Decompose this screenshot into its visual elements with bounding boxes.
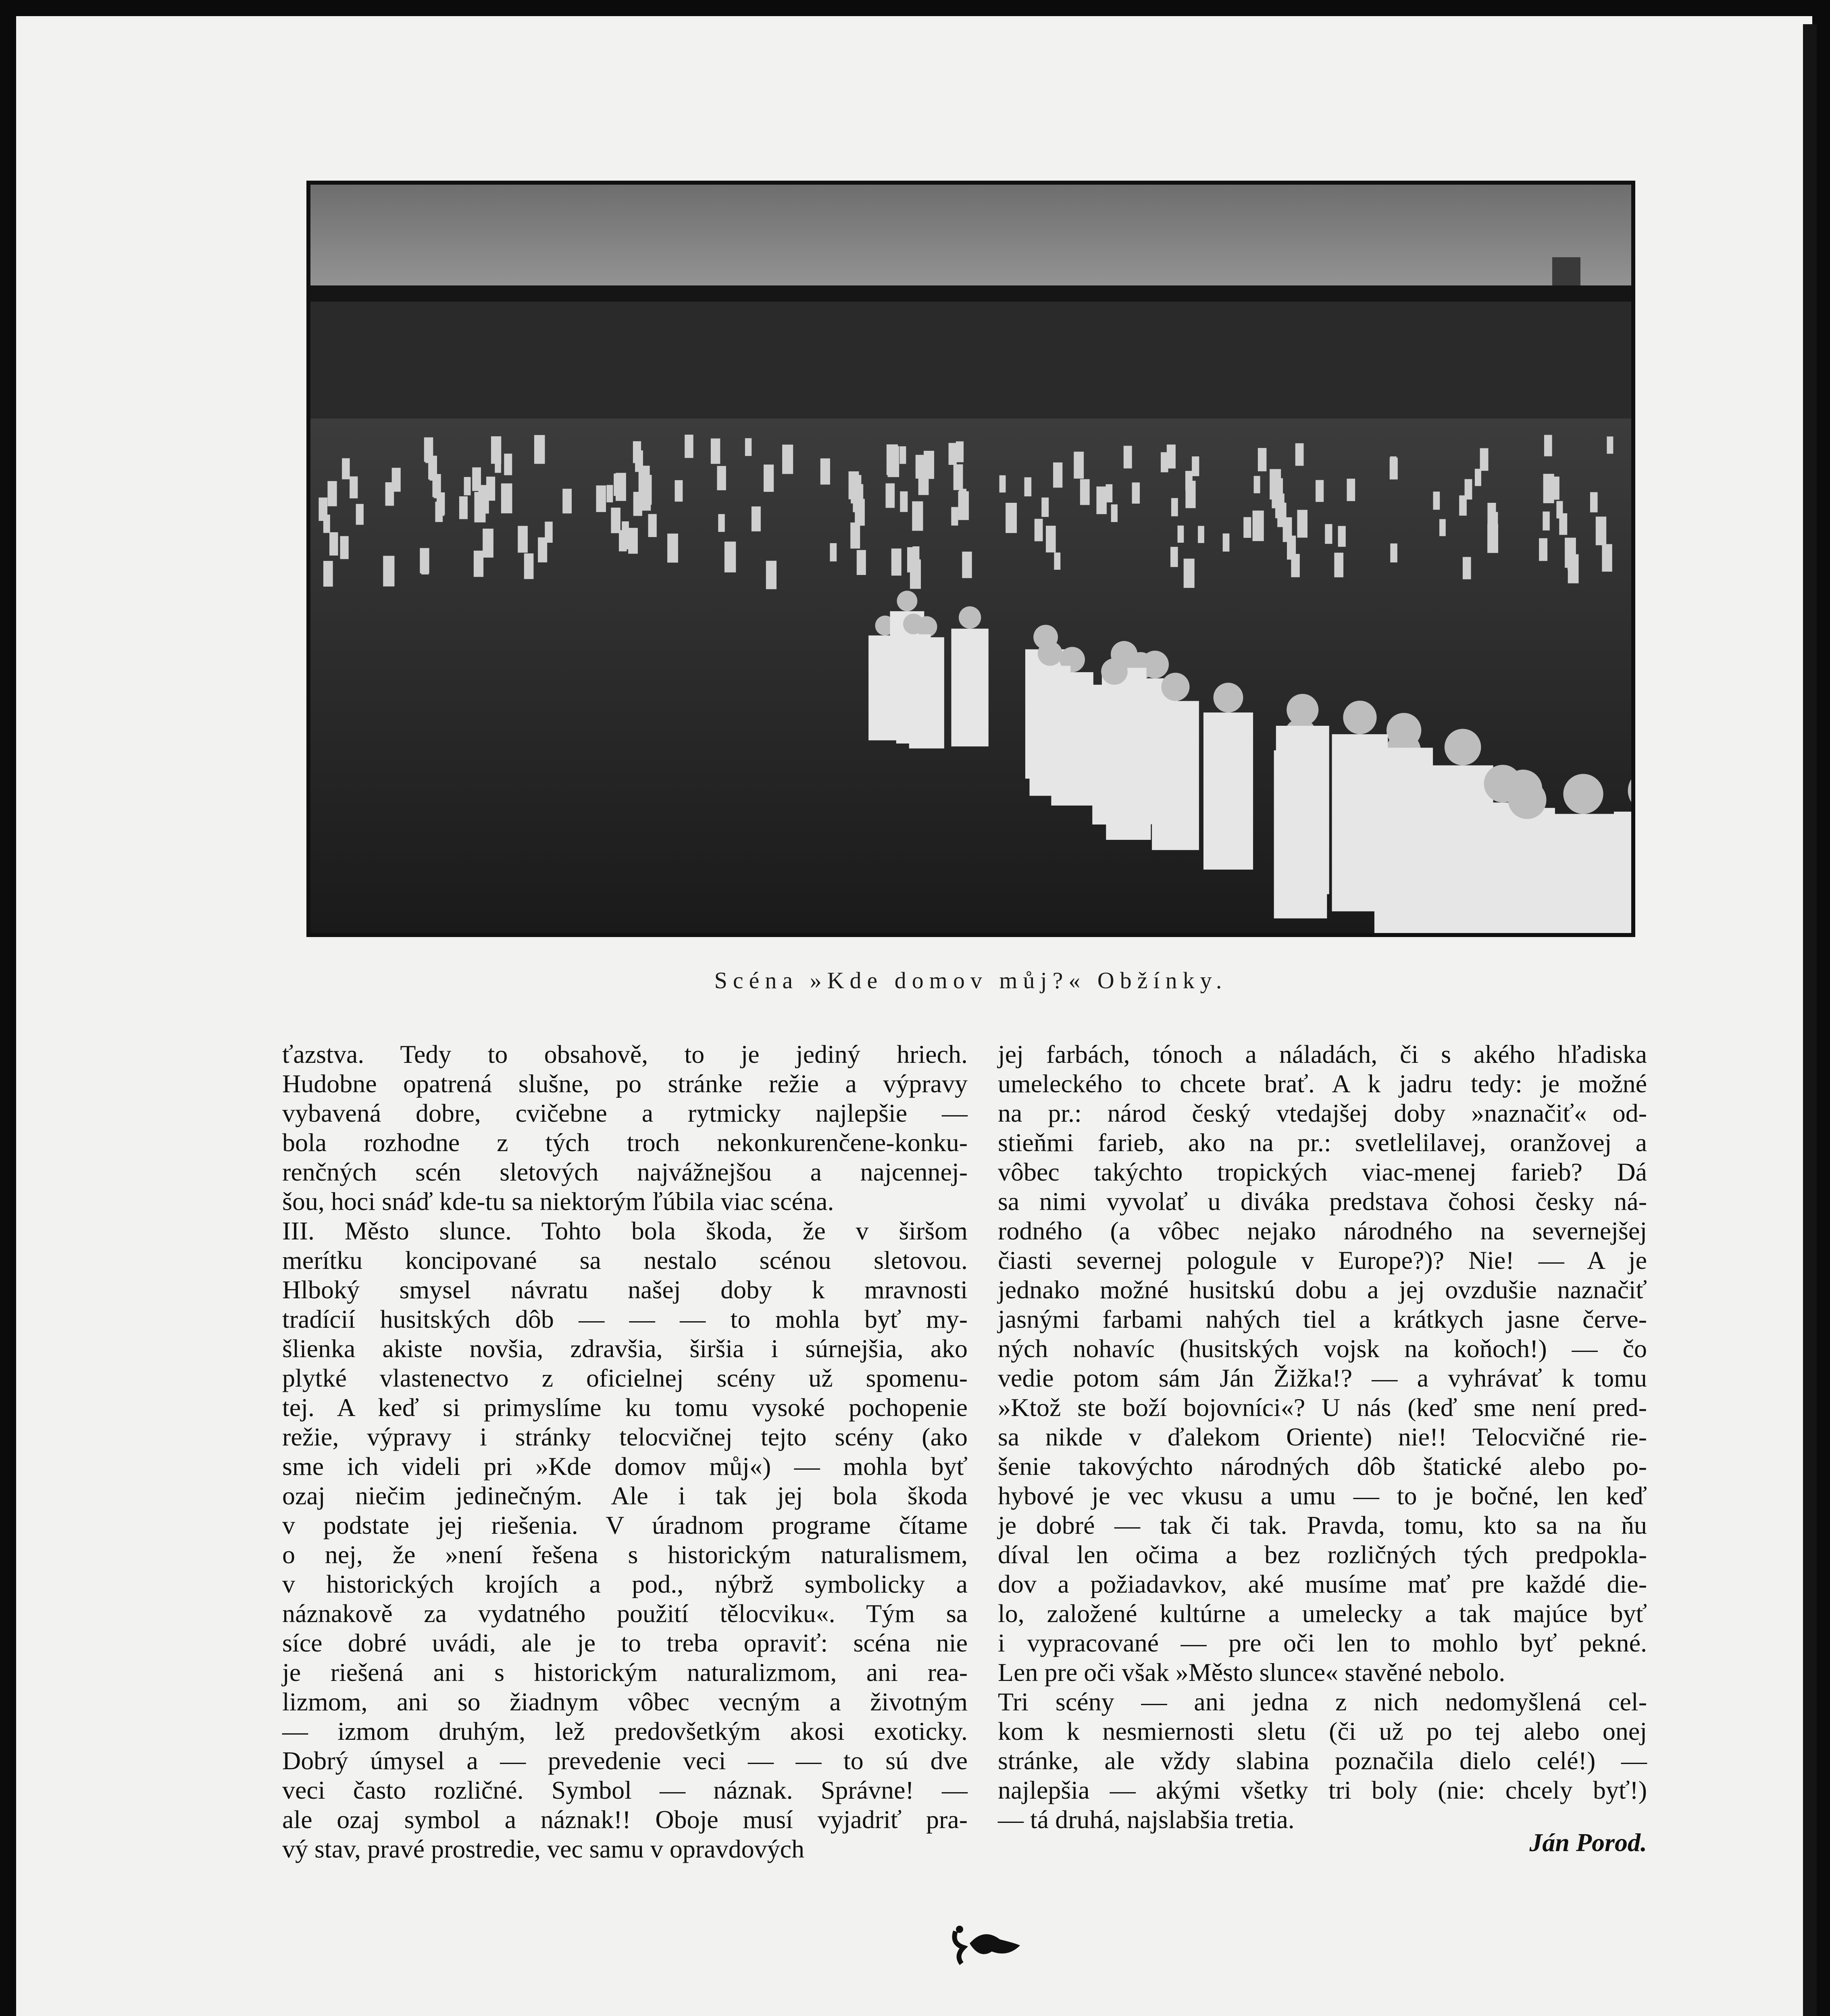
- dancer-figure: [459, 496, 468, 519]
- dancer-figure: [1171, 498, 1178, 516]
- text-line: jej farbách, tónoch a náladách, či s akého hľadiska: [998, 1040, 1647, 1068]
- dancer-figure: [1243, 517, 1251, 538]
- dancer-head: [959, 606, 981, 629]
- dancer-figure: [1178, 525, 1184, 543]
- dancer-figure: [1390, 544, 1397, 562]
- dancer-figure: [1132, 483, 1140, 504]
- dancer-figure: [956, 442, 964, 462]
- text-line: sme ich videli pri »Kde domov můj«) — mohla byť: [282, 1452, 968, 1481]
- dancer-figure: [1254, 476, 1260, 493]
- text-line: »Ktož ste boží bojovníci«? U nás (keď sme není pred-: [998, 1393, 1647, 1422]
- text-line: jasnými farbami nahých tiel a krátkych jasne červe-: [998, 1305, 1647, 1333]
- dancer-figure: [329, 532, 338, 556]
- dancer-figure: [1338, 526, 1346, 547]
- dancer-figure: [912, 546, 919, 565]
- text-line: čiasti severnej pologule v Europe?)? Nie! — A je: [998, 1246, 1647, 1275]
- text-line: je riešená ani s historickým naturalizmom, ani rea-: [282, 1658, 968, 1687]
- text-line: III. Město slunce. Tohto bola škoda, že v širšom: [282, 1216, 968, 1245]
- text-line: Len pre oči však »Město slunce« stavěné nebolo.: [998, 1658, 1505, 1687]
- ornament-icon: [947, 1919, 1024, 1968]
- dancer-figure: [1046, 526, 1056, 552]
- dancer-figure: [628, 528, 638, 554]
- dancer-head: [1101, 658, 1128, 685]
- text-line: vý stav, pravé prostredie, vec samu v opravdových: [282, 1835, 804, 1863]
- text-line: veci často rozličné. Symbol — náznak. Správne! —: [282, 1776, 968, 1804]
- dancer-figure: [491, 436, 501, 464]
- dancer-figure: [1325, 524, 1332, 544]
- dancer-figure: [1602, 544, 1612, 571]
- article-column-left: [282, 1039, 968, 1864]
- photo-caption: Scéna »Kde domov můj?« Obžínky.: [714, 967, 1228, 993]
- dancer-figure: [1074, 452, 1084, 479]
- dancer-figure: [766, 561, 777, 589]
- dancer-figure: [1030, 666, 1071, 796]
- text-line: režie, výpravy i stránky telocvičnej tejto scény (ako: [282, 1422, 968, 1451]
- dancer-figure: [918, 467, 929, 495]
- dancer-figure: [534, 435, 545, 464]
- text-line: i vypracované — pre oči len to mohlo byť pekné.: [998, 1629, 1647, 1657]
- text-line: Dobrý úmysel a — prevedenie veci — — to sú dve: [282, 1746, 968, 1775]
- dancer-head: [1508, 781, 1546, 819]
- dancer-figure: [504, 454, 512, 475]
- dancer-figure: [1192, 456, 1199, 476]
- dancer-figure: [1544, 435, 1552, 456]
- dancer-figure: [1543, 474, 1554, 503]
- text-line: ozaj niečim jedinečným. Ale i tak jej bola škoda: [282, 1481, 968, 1510]
- dancer-head: [1563, 774, 1603, 814]
- dancer-figure: [1607, 437, 1613, 454]
- text-line: bola rozhodne z tých troch nekonkurenčene-konku-: [282, 1128, 968, 1157]
- text-line: stránke, ale vždy slabina poznačila dielo celé!) —: [998, 1746, 1647, 1775]
- dancer-head: [1343, 701, 1376, 734]
- text-line: v podstate jej riešenia. V úradnom programe čítame: [282, 1511, 968, 1539]
- dancer-figure: [464, 477, 471, 496]
- dancer-figure: [1347, 479, 1355, 501]
- dancer-figure: [899, 446, 906, 464]
- dancer-head: [1038, 641, 1062, 666]
- text-line: kom k nesmiernosti sletu (či už po tej alebo onej: [998, 1717, 1647, 1745]
- text-line: renčných scén sletových najvážnejšou a najcennej-: [282, 1158, 968, 1186]
- text-line: ale ozaj symbol a náznak!! Oboje musí vyjadriť pra-: [282, 1805, 968, 1834]
- dancer-figure: [545, 522, 552, 543]
- dancer-figure: [1024, 477, 1032, 496]
- dancer-figure: [1297, 510, 1307, 537]
- text-line: síce dobré uvádi, ale je to treba opraviť: scéna nie: [282, 1629, 968, 1657]
- dancer-figure: [474, 551, 483, 577]
- dancer-figure: [1295, 443, 1304, 466]
- text-line: merítku koncipované sa nestalo scénou sletovou.: [282, 1246, 968, 1275]
- dancer-figure: [685, 435, 693, 458]
- dancer-figure: [1092, 685, 1136, 825]
- dancer-figure: [1053, 462, 1062, 488]
- dancer-figure: [820, 458, 830, 485]
- dancer-figure: [1203, 712, 1253, 870]
- text-line: Hudobne opatrená slušne, po stránke režie a výpravy: [282, 1069, 968, 1098]
- dancer-figure: [1106, 484, 1113, 502]
- text-line: sa nikde v ďalekom Oriente) nie!! Telocvičné rie-: [998, 1422, 1647, 1451]
- dancer-figure: [1316, 480, 1324, 502]
- dancer-figure: [641, 475, 652, 505]
- dancer-figure: [900, 492, 908, 512]
- text-line: hybové je vec vkusu a umu — to je bočné, len keď: [998, 1481, 1647, 1510]
- dancer-figure: [1006, 503, 1017, 533]
- dancer-figure: [745, 438, 752, 456]
- dancer-figure: [887, 444, 898, 475]
- text-line: plytké vlastenectvo z oficielnej scény už spomenu-: [282, 1364, 968, 1392]
- dancer-head: [897, 591, 917, 611]
- dancer-figure: [1111, 504, 1118, 522]
- dancer-figure: [1539, 538, 1547, 561]
- dancer-figure: [725, 541, 736, 572]
- text-line: šenie takovýchto národných dôb štatické alebo po-: [998, 1452, 1647, 1481]
- dancer-figure: [1463, 557, 1471, 579]
- text-line: lo, založené kultúrne a umelecky a tak majúce byť: [998, 1599, 1647, 1628]
- dancer-figure: [342, 458, 350, 479]
- dancer-figure: [421, 554, 429, 574]
- dancer-figure: [752, 506, 761, 531]
- dancer-figure: [1035, 519, 1043, 541]
- dancer-figure: [1487, 524, 1498, 553]
- text-line: díval len očima a bez rozličných tých predpokla-: [998, 1540, 1647, 1569]
- dancer-figure: [501, 483, 512, 513]
- text-line: najlepšia — akými všetky tri boly (nie: chcely byť!): [998, 1776, 1647, 1804]
- text-line: — tá druhá, najslabšia tretia.: [998, 1805, 1295, 1834]
- dancer-figure: [850, 523, 860, 549]
- dancer-figure: [960, 492, 969, 516]
- dancer-figure: [1041, 498, 1049, 517]
- dancer-figure: [524, 553, 534, 579]
- dancer-figure: [1439, 519, 1446, 536]
- dancer-figure: [438, 498, 444, 516]
- text-line: náznakově za vydatného použití tělocviku«. Tým sa: [282, 1599, 968, 1628]
- dancer-head: [903, 614, 924, 634]
- dancer-figure: [648, 514, 657, 537]
- dancer-figure: [949, 443, 957, 465]
- dancer-figure: [853, 484, 863, 512]
- dancer-figure: [1152, 701, 1199, 850]
- text-line: sa nimi vyvolať u diváka predstava čohosi česky ná-: [998, 1187, 1647, 1216]
- dancer-figure: [340, 536, 349, 559]
- dancer-figure: [1161, 452, 1168, 473]
- dancer-figure: [323, 561, 333, 587]
- dancer-figure: [606, 485, 613, 502]
- dancer-figure: [951, 507, 958, 525]
- dancer-figure: [562, 489, 572, 513]
- dancer-figure: [1096, 487, 1106, 514]
- text-line: vedie potom sám Ján Žižka!? — a vyhrávať k tomu: [998, 1364, 1647, 1392]
- dancer-figure: [392, 468, 401, 492]
- dancer-figure: [1390, 458, 1398, 479]
- dancer-figure: [1170, 547, 1178, 567]
- dancer-figure: [1495, 819, 1559, 933]
- dancer-figure: [1277, 503, 1286, 527]
- dancer-figure: [614, 473, 622, 496]
- dancer-figure: [1543, 512, 1549, 531]
- text-line: Tri scény — ani jedna z nich nedomyšlená cel-: [998, 1687, 1647, 1716]
- text-line: o nej, že »není řešena s historickým naturalismem,: [282, 1540, 968, 1569]
- dancer-figure: [611, 508, 620, 533]
- text-line: umeleckého to chcete brať. A k jadru tedy: je možné: [998, 1069, 1647, 1098]
- dancer-figure: [323, 514, 330, 533]
- dancer-figure: [619, 530, 627, 552]
- dancer-figure: [999, 475, 1006, 493]
- text-line: dov a požiadavkov, aké musíme mať pre každé die-: [998, 1570, 1647, 1598]
- text-line: lizmom, ani so žiadnym vôbec vecným a životným: [282, 1687, 968, 1716]
- dancer-figure: [1291, 554, 1299, 577]
- photo-illustration: [310, 185, 1631, 933]
- dancer-figure: [1559, 513, 1567, 535]
- dancer-figure: [518, 526, 528, 552]
- author-signature: Ján Porod.: [1529, 1828, 1647, 1857]
- text-line: ných nohavíc (husitských vojsk na koňoch!) — čo: [998, 1334, 1647, 1363]
- text-line: stieňmi farieb, ako na pr.: svetlelilavej, oranžovej a: [998, 1128, 1647, 1157]
- text-line: — izmom druhým, lež predovšetkým akosi exoticky.: [282, 1717, 968, 1745]
- dancer-figure: [472, 467, 481, 491]
- dancer-figure: [886, 483, 895, 508]
- dancer-figure: [1054, 552, 1060, 570]
- dancer-figure: [896, 634, 931, 744]
- dancer-figure: [327, 481, 337, 506]
- dancer-figure: [1253, 510, 1264, 541]
- dancer-figure: [1185, 481, 1195, 508]
- dancer-figure: [962, 552, 972, 578]
- text-line: ťazstva. Tedy to obsahově, to je jediný hriech.: [282, 1040, 968, 1068]
- dancer-head: [1214, 683, 1243, 712]
- dancer-figure: [1465, 479, 1472, 500]
- dancer-figure: [596, 485, 606, 512]
- text-line: vôbec takýchto tropických viac-menej farieb? Dá: [998, 1158, 1647, 1186]
- dancer-figure: [830, 543, 837, 561]
- dancer-figure: [483, 529, 493, 558]
- dancer-figure: [782, 445, 793, 474]
- dancer-head: [1287, 694, 1318, 726]
- article-column-right: [998, 1039, 1647, 1834]
- dancer-figure: [1568, 550, 1575, 570]
- text-line: šlienka akiste novšia, zdravšia, širšia i súrnejšia, ako: [282, 1334, 968, 1363]
- dancer-figure: [1080, 479, 1090, 505]
- dancer-figure: [764, 464, 774, 492]
- dancer-figure: [857, 550, 866, 575]
- dancer-figure: [1124, 446, 1132, 469]
- text-line: jednako možné husitskú dobu a jej ovzdušie naznačiť: [998, 1275, 1647, 1304]
- dancer-figure: [1475, 469, 1481, 486]
- dancer-head: [1387, 713, 1421, 748]
- text-line: na pr.: národ český vtedajšej doby »naznačiť« od-: [998, 1099, 1647, 1127]
- dancer-figure: [486, 477, 495, 501]
- dancer-figure: [1258, 448, 1266, 471]
- dancer-figure: [350, 477, 358, 499]
- text-line: tej. A keď si primyslíme ku tomu vysoké pochopenie: [282, 1393, 968, 1422]
- dancer-figure: [1334, 553, 1343, 577]
- dancer-figure: [891, 548, 901, 575]
- dancer-figure: [718, 514, 725, 532]
- text-line: rodného (a vôbec nejako národného na severnejšej: [998, 1216, 1647, 1245]
- text-line: tradícií husitských dôb — — — to mohla byť my-: [282, 1305, 968, 1333]
- dancer-figure: [1433, 492, 1440, 510]
- text-line: v historických krojích a pod., nýbrž symbolicky a: [282, 1570, 968, 1598]
- dancer-figure: [1184, 558, 1195, 588]
- dancer-figure: [1198, 526, 1204, 543]
- page-edge-shadow: [1803, 24, 1817, 2016]
- dancer-figure: [1276, 726, 1329, 894]
- dancer-figure: [383, 556, 394, 587]
- dancer-figure: [954, 464, 963, 490]
- text-line: Hlboký smysel návratu našej doby k mravnosti: [282, 1275, 968, 1304]
- dancer-head: [1161, 673, 1189, 701]
- text-line: šou, hoci snáď kde-tu sa niektorým ľúbila viac scéna.: [282, 1187, 834, 1216]
- dancer-figure: [667, 533, 678, 562]
- text-line: je dobré — tak či tak. Pravda, tomu, kto sa na ňu: [998, 1511, 1647, 1539]
- dancer-figure: [951, 629, 989, 746]
- dancer-figure: [1597, 520, 1604, 539]
- text-line: vybavená dobre, cvičebne a rytmicky najlepšie —: [282, 1099, 968, 1127]
- dancer-figure: [1550, 814, 1616, 933]
- dancer-head: [1445, 729, 1481, 766]
- dancer-figure: [1480, 448, 1489, 471]
- dancer-figure: [675, 480, 683, 502]
- dancer-figure: [1590, 492, 1598, 512]
- dancer-figure: [912, 501, 923, 531]
- dancer-figure: [1332, 734, 1388, 911]
- dancer-figure: [356, 504, 364, 525]
- dancer-figure: [1223, 533, 1230, 552]
- stadium-photograph: [306, 181, 1635, 937]
- dancer-figure: [711, 438, 720, 464]
- dancer-figure: [717, 466, 726, 490]
